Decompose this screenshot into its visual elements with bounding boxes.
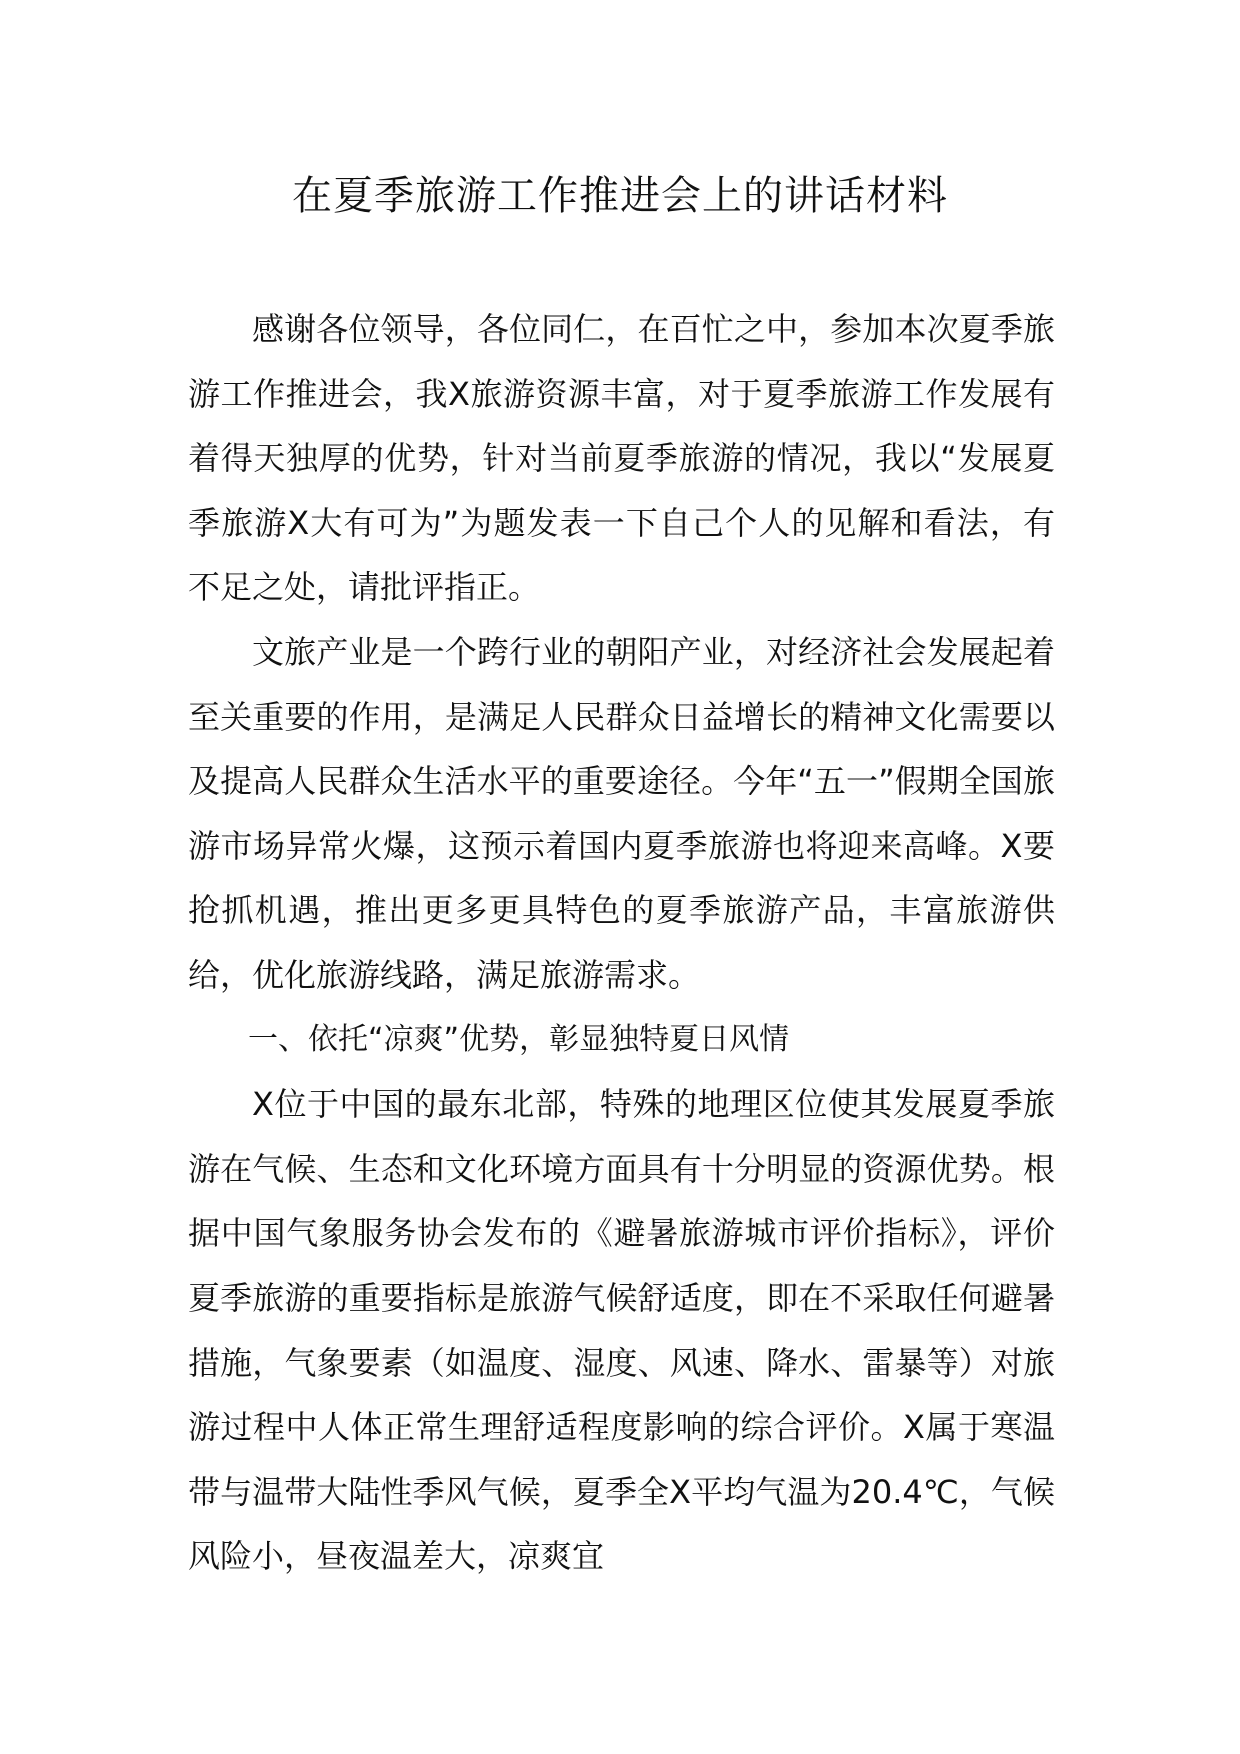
paragraph-climate: X位于中国的最东北部，特殊的地理区位使其发展夏季旅游在气候、生态和文化环境方面具有十分明显的资源优势。根据中国气象服务协会发布的《避暑旅游城市评价指标》，评价夏季旅游的重要指标是旅游气候舒适度，即在不采取任何避暑措施，气象要素（如温度、湿度、风速、降水、雷暴等）对旅游过程中人体正常生理舒适程度影响的综合评价。X属于寒温带与温带大陆性季风气候，夏季全X平均气温为20.4℃，气候风险小，昼夜温差大，凉爽宜 [188, 1085, 1055, 1576]
paragraph-opening: 感谢各位领导，各位同仁，在百忙之中，参加本次夏季旅游工作推进会，我X旅游资源丰富，对于夏季旅游工作发展有着得天独厚的优势，针对当前夏季旅游的情况，我以“发展夏季旅游X大有可为”为题发表一下自己个人的见解和看法，有不足之处，请批评指正。 [188, 310, 1055, 607]
document-title: 在夏季旅游工作推进会上的讲话材料 [292, 173, 948, 219]
document-body [188, 297, 1055, 1589]
paragraph-industry: 文旅产业是一个跨行业的朝阳产业，对经济社会发展起着至关重要的作用，是满足人民群众日益增长的精神文化需要以及提高人民群众生活水平的重要途径。今年“五一”假期全国旅游市场异常火爆，这预示着国内夏季旅游也将迎来高峰。X要抢抓机遇，推出更多更具特色的夏季旅游产品，丰富旅游供给，优化旅游线路，满足旅游需求。 [188, 632, 1055, 994]
section-heading: 一、依托“凉爽”优势，彰显独特夏日风情 [248, 1021, 790, 1057]
